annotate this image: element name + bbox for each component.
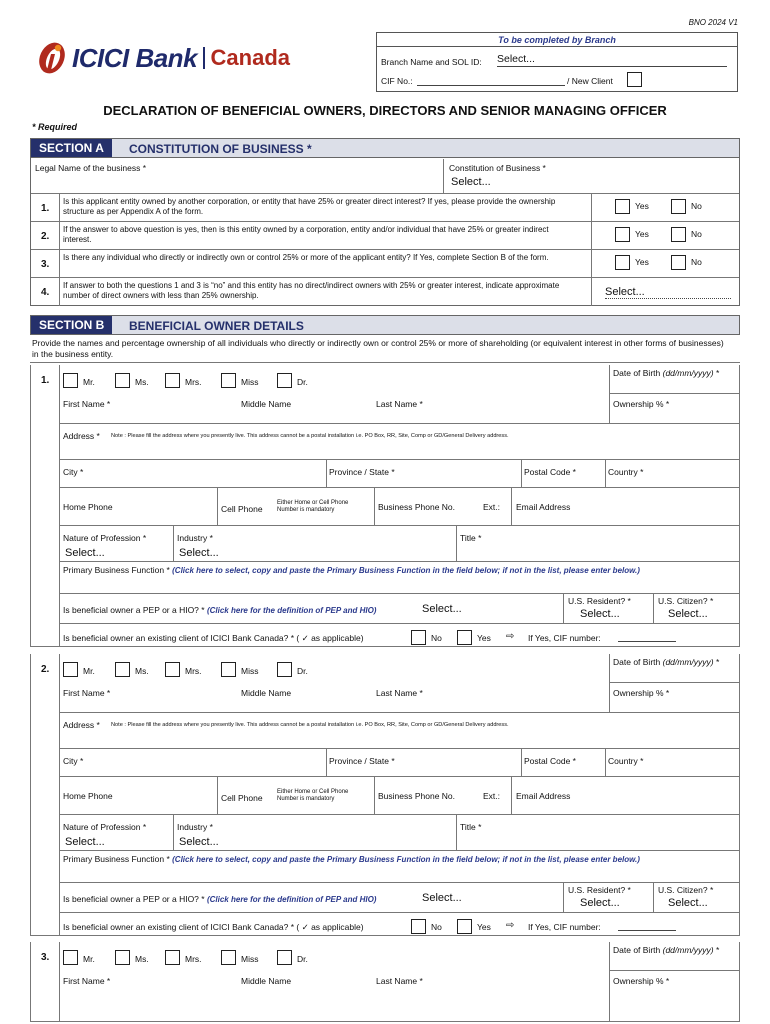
ext-label: Ext.:: [483, 502, 501, 512]
section-b-title: BENEFICIAL OWNER DETAILS: [129, 319, 304, 333]
us-resident-select[interactable]: Select...: [580, 608, 620, 620]
industry-select[interactable]: Select...: [179, 547, 219, 559]
province-label: Province / State *: [329, 756, 395, 766]
title-label: Miss: [241, 666, 259, 676]
title-label: Ms.: [135, 377, 149, 387]
industry-label: Industry *: [177, 822, 213, 832]
question-1-yes-checkbox[interactable]: [615, 199, 630, 214]
question-4-num: 4.: [41, 287, 50, 298]
ownership-label: Ownership % *: [613, 399, 670, 409]
question-2-text: If the answer to above question is yes, then is this entity owned by a corporation, entity and/or individual that have 25% or greater indirect interest.: [63, 225, 549, 244]
divider: [59, 487, 739, 488]
section-a-tag: SECTION A: [31, 139, 112, 157]
title-field-label: Title *: [460, 533, 482, 543]
divider: [59, 423, 739, 424]
divider: [59, 912, 739, 913]
profession-label: Nature of Profession *: [63, 822, 147, 832]
new-client-checkbox[interactable]: [627, 72, 642, 87]
divider: [217, 487, 218, 525]
question-1-text: Is this applicant entity owned by another corporation, or entity that have 25% or greater direct interest? If yes, please provide the ownership structure as per Appendix A of the form.: [63, 197, 556, 216]
client-no-checkbox[interactable]: [411, 919, 426, 934]
title-label: Mrs.: [185, 666, 202, 676]
divider: [59, 561, 739, 562]
last-name-input[interactable]: [376, 409, 606, 421]
first-name-label: First Name *: [63, 976, 111, 986]
divider: [609, 393, 739, 394]
pep-row: [63, 605, 376, 615]
title-label: Ms.: [135, 954, 149, 964]
client-yes-checkbox[interactable]: [457, 919, 472, 934]
dob-label-text: Date of Birth: [613, 368, 661, 378]
section-a-header: [30, 138, 740, 158]
first-name-input[interactable]: [63, 698, 233, 710]
us-resident-select[interactable]: Select...: [580, 897, 620, 909]
address-label: Address *: [63, 431, 100, 441]
question-3: [31, 249, 739, 277]
client-yes-checkbox[interactable]: [457, 630, 472, 645]
section-b-header-wrap: [30, 315, 740, 335]
page-title: DECLARATION OF BENEFICIAL OWNERS, DIRECTORS AND SENIOR MANAGING OFFICER: [103, 103, 667, 118]
divider: [511, 487, 512, 525]
divider: [605, 459, 606, 487]
divider: [521, 459, 522, 487]
divider: [59, 250, 60, 278]
pep-select[interactable]: Select...: [422, 603, 462, 615]
us-citizen-label: U.S. Citizen? *: [658, 596, 714, 606]
address-input[interactable]: [63, 443, 733, 457]
title-label: Miss: [241, 954, 259, 964]
divider: [609, 365, 610, 423]
postal-code-label: Postal Code *: [524, 467, 576, 477]
divider: [59, 748, 739, 749]
first-name-label: First Name *: [63, 688, 111, 698]
title-checkbox[interactable]: [63, 373, 78, 388]
title-checkbox[interactable]: [277, 662, 292, 677]
industry-label: Industry *: [177, 533, 213, 543]
owner-number: 3.: [41, 952, 50, 963]
divider: [443, 159, 444, 193]
branch-box-title: To be completed by Branch: [377, 33, 737, 47]
divider: [59, 654, 60, 936]
province-label: Province / State *: [329, 467, 395, 477]
title-checkbox[interactable]: [277, 373, 292, 388]
title-checkbox[interactable]: [221, 950, 236, 965]
cif-number-input[interactable]: [618, 641, 676, 642]
legal-name-label: Legal Name of the business *: [35, 163, 147, 173]
icici-logo-icon: [36, 40, 70, 76]
divider: [511, 776, 512, 814]
last-name-label: Last Name *: [376, 976, 423, 986]
divider: [59, 776, 739, 777]
pbf-link[interactable]: (Click here to select, copy and paste the Primary Business Function in the field below; if not in the list, please enter below.): [172, 566, 640, 575]
divider: [326, 748, 327, 776]
ownership-input[interactable]: [613, 409, 737, 421]
title-checkbox[interactable]: [221, 373, 236, 388]
middle-name-input[interactable]: [241, 986, 371, 998]
divider: [59, 712, 739, 713]
question-2-yes-checkbox[interactable]: [615, 227, 630, 242]
profession-select[interactable]: Select...: [65, 836, 105, 848]
last-name-input[interactable]: [376, 698, 606, 710]
client-yes-label: Yes: [477, 922, 491, 932]
owner-number: 1.: [41, 375, 50, 386]
title-checkbox[interactable]: [115, 373, 130, 388]
dob-input[interactable]: [613, 668, 737, 682]
title-checkbox[interactable]: [221, 662, 236, 677]
divider: [59, 814, 739, 815]
ownership-label: Ownership % *: [613, 976, 670, 986]
pep-link[interactable]: (Click here for the definition of PEP and HIO): [206, 895, 377, 904]
first-name-label: First Name *: [63, 399, 111, 409]
divider: [59, 365, 60, 647]
us-resident-label: U.S. Resident? *: [568, 885, 631, 895]
question-1-no-checkbox[interactable]: [671, 199, 686, 214]
cell-phone-label: Cell Phone: [221, 504, 263, 514]
divider: [591, 194, 592, 222]
divider: [563, 882, 564, 912]
question-3-yes-checkbox[interactable]: [615, 255, 630, 270]
address-input[interactable]: [63, 732, 733, 746]
divider: [591, 222, 592, 250]
divider: [456, 814, 457, 850]
title-label: Dr.: [297, 666, 308, 676]
pbf-input[interactable]: [63, 577, 733, 591]
divider: [456, 525, 457, 561]
middle-name-label: Middle Name: [241, 688, 292, 698]
pep-row: [63, 894, 376, 904]
section-b-intro: Provide the names and percentage ownership of all individuals who directly or indirectly own or control 25% or more of shareholding (or equivalent interest in other forms of businesses) in the business entity.: [32, 338, 724, 359]
home-phone-label: Home Phone: [63, 791, 113, 801]
divider: [59, 623, 739, 624]
divider: [653, 882, 654, 912]
dob-format: (dd/mm/yyyy): [662, 945, 714, 955]
dob-star: *: [713, 657, 720, 667]
owner-block: [30, 654, 740, 936]
divider: [374, 487, 375, 525]
address-label: Address *: [63, 720, 100, 730]
postal-code-label: Postal Code *: [524, 756, 576, 766]
email-label: Email Address: [516, 502, 571, 512]
pep-question: Is beneficial owner a PEP or a HIO? *: [63, 894, 205, 904]
required-note: * Required: [32, 122, 78, 132]
dob-input[interactable]: [613, 956, 737, 970]
last-name-input[interactable]: [376, 986, 606, 998]
profession-select[interactable]: Select...: [65, 547, 105, 559]
us-citizen-select[interactable]: Select...: [668, 608, 708, 620]
client-no-checkbox[interactable]: [411, 630, 426, 645]
home-phone-label: Home Phone: [63, 502, 113, 512]
title-checkbox[interactable]: [165, 373, 180, 388]
title-label: Mr.: [83, 377, 95, 387]
pbf-label: Primary Business Function *: [63, 854, 170, 864]
title-checkbox[interactable]: [115, 950, 130, 965]
branch-select[interactable]: Select...: [497, 53, 727, 67]
city-label: City *: [63, 467, 84, 477]
title-label: Dr.: [297, 377, 308, 387]
city-label: City *: [63, 756, 84, 766]
divider: [173, 525, 174, 561]
divider: [59, 850, 739, 851]
question-2: [31, 221, 739, 249]
middle-name-input[interactable]: [241, 409, 371, 421]
us-resident-label: U.S. Resident? *: [568, 596, 631, 606]
title-field-label: Title *: [460, 822, 482, 832]
dob-input[interactable]: [613, 379, 737, 393]
form-version: BNO 2024 V1: [688, 18, 738, 27]
middle-name-input[interactable]: [241, 698, 371, 710]
title-label: Miss: [241, 377, 259, 387]
branch-box: [376, 32, 738, 92]
dob-label: [613, 657, 719, 667]
question-2-num: 2.: [41, 231, 50, 242]
us-citizen-select[interactable]: Select...: [668, 897, 708, 909]
divider: [374, 776, 375, 814]
dob-label-text: Date of Birth: [613, 657, 661, 667]
divider: [521, 748, 522, 776]
divider: [173, 814, 174, 850]
divider: [59, 593, 739, 594]
question-2-no-checkbox[interactable]: [671, 227, 686, 242]
title-label: Mr.: [83, 954, 95, 964]
phone-note: Either Home or Cell Phone Number is mandatory: [277, 500, 349, 513]
title-checkbox[interactable]: [165, 662, 180, 677]
divider: [59, 222, 60, 250]
dob-label: [613, 945, 719, 955]
question-1: [31, 193, 739, 221]
question-3-no-checkbox[interactable]: [671, 255, 686, 270]
client-no-label: No: [431, 922, 442, 932]
section-a-title: CONSTITUTION OF BUSINESS *: [129, 142, 312, 156]
question-4-text: If answer to both the questions 1 and 3 is “no” and this entity has no direct/indirect owners with 25% or greater interest, indicate approximate number of direct owners with less than 25% ownership.: [63, 281, 560, 300]
title-checkbox[interactable]: [165, 950, 180, 965]
question-3-yes-label: Yes: [635, 257, 649, 267]
question-1-yes-label: Yes: [635, 201, 649, 211]
middle-name-label: Middle Name: [241, 399, 292, 409]
question-4-select[interactable]: Select...: [605, 286, 731, 299]
question-2-no-label: No: [691, 229, 702, 239]
divider: [591, 250, 592, 278]
address-note: Note : Please fill the address where you presently live. This address cannot be a postal installation i.e. PO Box, RR, Site, Comp or GD/General Delivery address.: [111, 722, 509, 728]
divider: [591, 278, 592, 306]
ownership-input[interactable]: [613, 698, 737, 710]
dob-format: (dd/mm/yyyy): [662, 657, 714, 667]
title-checkbox[interactable]: [63, 662, 78, 677]
title-checkbox[interactable]: [277, 950, 292, 965]
divider: [609, 942, 610, 1022]
divider: [59, 525, 739, 526]
first-name-input[interactable]: [63, 986, 233, 998]
us-citizen-label: U.S. Citizen? *: [658, 885, 714, 895]
cif-input[interactable]: [417, 85, 565, 86]
owner-number: 2.: [41, 664, 50, 675]
title-label: Mrs.: [185, 377, 202, 387]
question-1-num: 1.: [41, 203, 50, 214]
dob-label-text: Date of Birth: [613, 945, 661, 955]
cif-number-input[interactable]: [618, 930, 676, 931]
question-3-no-label: No: [691, 257, 702, 267]
question-3-text: Is there any individual who directly or indirectly own or control 25% or more of the applicant entity? If Yes, complete Section B of the form.: [63, 253, 549, 262]
client-yes-label: Yes: [477, 633, 491, 643]
title-checkbox[interactable]: [63, 950, 78, 965]
cif-if-yes-label: If Yes, CIF number:: [528, 633, 601, 643]
logo-divider: [203, 47, 205, 69]
business-phone-label: Business Phone No.: [378, 502, 456, 512]
middle-name-label: Middle Name: [241, 976, 292, 986]
business-phone-label: Business Phone No.: [378, 791, 456, 801]
brand-name: ICICI Bank: [72, 42, 198, 73]
constitution-select[interactable]: Select...: [451, 176, 491, 188]
cif-if-yes-label: If Yes, CIF number:: [528, 922, 601, 932]
cif-label: CIF No.:: [381, 76, 413, 86]
pep-link[interactable]: (Click here for the definition of PEP and HIO): [206, 606, 377, 615]
pbf-row: [63, 854, 640, 864]
title-label: Mrs.: [185, 954, 202, 964]
arrow-icon: ⇨: [506, 920, 515, 931]
industry-select[interactable]: Select...: [179, 836, 219, 848]
pbf-row: [63, 565, 640, 575]
divider: [609, 682, 739, 683]
email-label: Email Address: [516, 791, 571, 801]
new-client-label: / New Client: [567, 76, 613, 86]
divider: [605, 748, 606, 776]
question-3-num: 3.: [41, 259, 50, 270]
divider: [609, 654, 610, 712]
profession-label: Nature of Profession *: [63, 533, 147, 543]
section-b-header: [30, 315, 740, 335]
pep-select[interactable]: Select...: [422, 892, 462, 904]
divider: [653, 593, 654, 623]
title-label: Mr.: [83, 666, 95, 676]
client-no-label: No: [431, 633, 442, 643]
address-note: Note : Please fill the address where you presently live. This address cannot be a postal installation i.e. PO Box, RR, Site, Comp or GD/General Delivery address.: [111, 433, 509, 439]
constitution-label: Constitution of Business *: [449, 163, 546, 173]
divider: [217, 776, 218, 814]
arrow-icon: ⇨: [506, 631, 515, 642]
dob-format: (dd/mm/yyyy): [662, 368, 714, 378]
section-b-tag: SECTION B: [31, 316, 112, 334]
ownership-label: Ownership % *: [613, 688, 670, 698]
section-a: [30, 138, 740, 306]
last-name-label: Last Name *: [376, 399, 423, 409]
divider: [59, 278, 60, 306]
country-label: Country *: [608, 756, 644, 766]
ownership-input[interactable]: [613, 986, 737, 998]
divider: [326, 459, 327, 487]
cell-phone-label: Cell Phone: [221, 793, 263, 803]
question-2-yes-label: Yes: [635, 229, 649, 239]
title-label: Ms.: [135, 666, 149, 676]
dob-star: *: [713, 368, 720, 378]
divider: [59, 882, 739, 883]
divider: [59, 459, 739, 460]
client-question: Is beneficial owner an existing client of ICICI Bank Canada? * ( ✓ as applicable): [63, 922, 364, 932]
title-checkbox[interactable]: [115, 662, 130, 677]
legal-name-input[interactable]: [35, 173, 443, 191]
owner-block: [30, 365, 740, 647]
intro-bottom-line: [30, 362, 740, 363]
phone-note: Either Home or Cell Phone Number is mandatory: [277, 789, 349, 802]
ext-label: Ext.:: [483, 791, 501, 801]
brand-region: Canada: [210, 45, 291, 70]
bank-logo: [36, 38, 290, 78]
divider: [59, 194, 60, 222]
dob-star: *: [713, 945, 720, 955]
title-label: Dr.: [297, 954, 308, 964]
question-1-no-label: No: [691, 201, 702, 211]
last-name-label: Last Name *: [376, 688, 423, 698]
dob-label: [613, 368, 719, 378]
divider: [609, 970, 739, 971]
owner-block: [30, 942, 740, 1022]
question-4: [31, 277, 739, 305]
client-question: Is beneficial owner an existing client of ICICI Bank Canada? * ( ✓ as applicable): [63, 633, 364, 643]
pbf-input[interactable]: [63, 866, 733, 880]
divider: [563, 593, 564, 623]
country-label: Country *: [608, 467, 644, 477]
pep-question: Is beneficial owner a PEP or a HIO? *: [63, 605, 205, 615]
pbf-label: Primary Business Function *: [63, 565, 170, 575]
branch-label: Branch Name and SOL ID:: [381, 57, 482, 67]
divider: [59, 942, 60, 1022]
first-name-input[interactable]: [63, 409, 233, 421]
pbf-link[interactable]: (Click here to select, copy and paste the Primary Business Function in the field below; if not in the list, please enter below.): [172, 855, 640, 864]
